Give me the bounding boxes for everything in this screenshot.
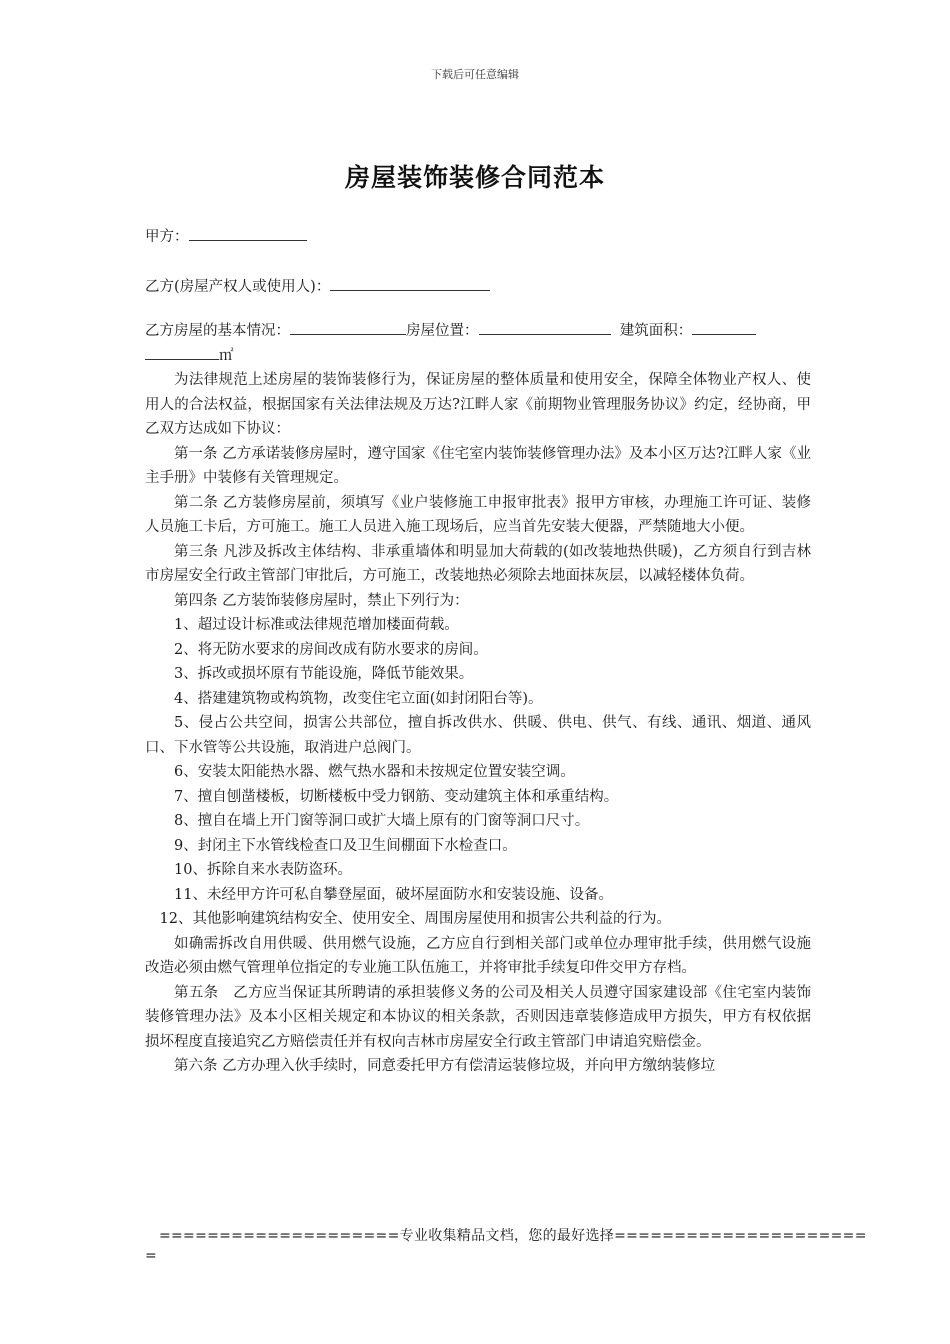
footer-banner-wrap: = [145,1248,157,1264]
location-blank[interactable] [479,319,611,335]
list-item: 2、将无防水要求的房间改成有防水要求的房间。 [174,641,488,658]
area-unit-line [145,344,811,369]
house-info-blank[interactable] [290,319,406,335]
list-item: 9、封闭主下水管线检查口及卫生间棚面下水检查口。 [174,837,517,854]
list-item: 4、搭建建筑物或构筑物，改变住宅立面(如封闭阳台等)。 [174,690,543,707]
page-footer [145,1226,867,1266]
list-item: 11、未经甲方许可私自攀登屋面，破坏屋面防水和安装设施、设备。 [174,886,613,903]
house-info-label: 乙方房屋的基本情况： [145,323,290,339]
list-item: 7、擅自刨凿楼板，切断楼板中受力钢筋、变动建筑主体和承重结构。 [174,788,619,805]
document-body [145,225,811,1079]
area-blank-continued[interactable] [145,344,219,360]
article-5: 第五条 乙方应当保证其所聘请的承担装修义务的公司及相关人员遵守国家建设部《住宅室内装饰装修管理办法》及本小区相关规定和本协议的相关条款，否则因违章装修造成甲方损失，甲方有权依据损坏程度直接追究乙方赔偿责任并有权向吉林市房屋安全行政主管部门申请追究赔偿金。 [145,984,811,1050]
list-item: 8、擅自在墙上开门窗等洞口或扩大墙上原有的门窗等洞口尺寸。 [174,813,590,829]
list-item: 3、拆改或损坏原有节能设施，降低节能效果。 [174,666,474,682]
list-item: 1、超过设计标准或法律规范增加楼面荷载。 [174,617,459,633]
area-blank[interactable] [692,319,756,335]
gas-heating-paragraph: 如确需拆改自用供暖、供用燃气设施，乙方应自行到相关部门或单位办理审批手续，供用燃气设施改造必须由燃气管理单位指定的专业施工队伍施工，并将审批手续复印件交甲方存档。 [145,935,811,976]
footer-banner: ====================专业收集精品文档，您的最好选择===================== [159,1228,867,1244]
list-item: 5、侵占公共空间，损害公共部位，擅自拆改供水、供暖、供电、供气、有线、通讯、烟道、通风口、下水管等公共设施，取消进户总阀门。 [145,715,811,756]
document-title: 房屋装饰装修合同范本 [344,163,605,192]
list-item: 6、安装太阳能热水器、燃气热水器和未按规定位置安装空调。 [174,764,575,780]
list-item: 10、拆除自来水表防盗环。 [174,862,352,878]
party-b-field [145,275,811,319]
party-b-blank[interactable] [330,275,490,291]
page-header: 下载后可任意编辑 [431,68,519,81]
article-2: 第二条 乙方装修房屋前，须填写《业户装修施工申报审批表》报甲方审核，办理施工许可证、装修人员施工卡后，方可施工。施工人员进入施工现场后，应当首先安装大便器，严禁随地大小便。 [145,494,811,535]
article-1: 第一条 乙方承诺装修房屋时，遵守国家《住宅室内装饰装修管理办法》及本小区万达?江畔人家《业主手册》中装修有关管理规定。 [145,445,811,486]
location-label: 房屋位置： [406,323,479,339]
area-label: 建筑面积： [619,323,693,339]
party-a-label: 甲方： [145,229,189,245]
party-a-blank[interactable] [189,225,307,241]
article-6: 第六条 乙方办理入伙手续时，同意委托甲方有偿清运装修垃圾，并向甲方缴纳装修垃 [174,1058,716,1074]
party-a-field [145,225,811,275]
intro-paragraph: 为法律规范上述房屋的装饰装修行为，保证房屋的整体质量和使用安全，保障全体物业产权人、使用人的合法权益，根据国家有关法律法规及万达?江畔人家《前期物业管理服务协议》约定，经协商，甲乙双方达成如下协议： [145,372,811,437]
list-item: 12、其他影响建筑结构安全、使用安全、周围房屋使用和损害公共利益的行为。 [159,911,671,927]
area-unit: ㎡ [219,347,234,364]
party-b-label: 乙方(房屋产权人或使用人)： [145,279,331,295]
article-3: 第三条 凡涉及拆改主体结构、非承重墙体和明显加大荷载的(如改装地热供暖)，乙方须自行到吉林市房屋安全行政主管部门审批后，方可施工，改装地热必须除去地面抹灰层，以减轻楼体负荷。 [145,543,811,584]
article-4: 第四条 乙方装饰装修房屋时，禁止下列行为： [174,592,469,609]
house-info-field [145,319,811,344]
